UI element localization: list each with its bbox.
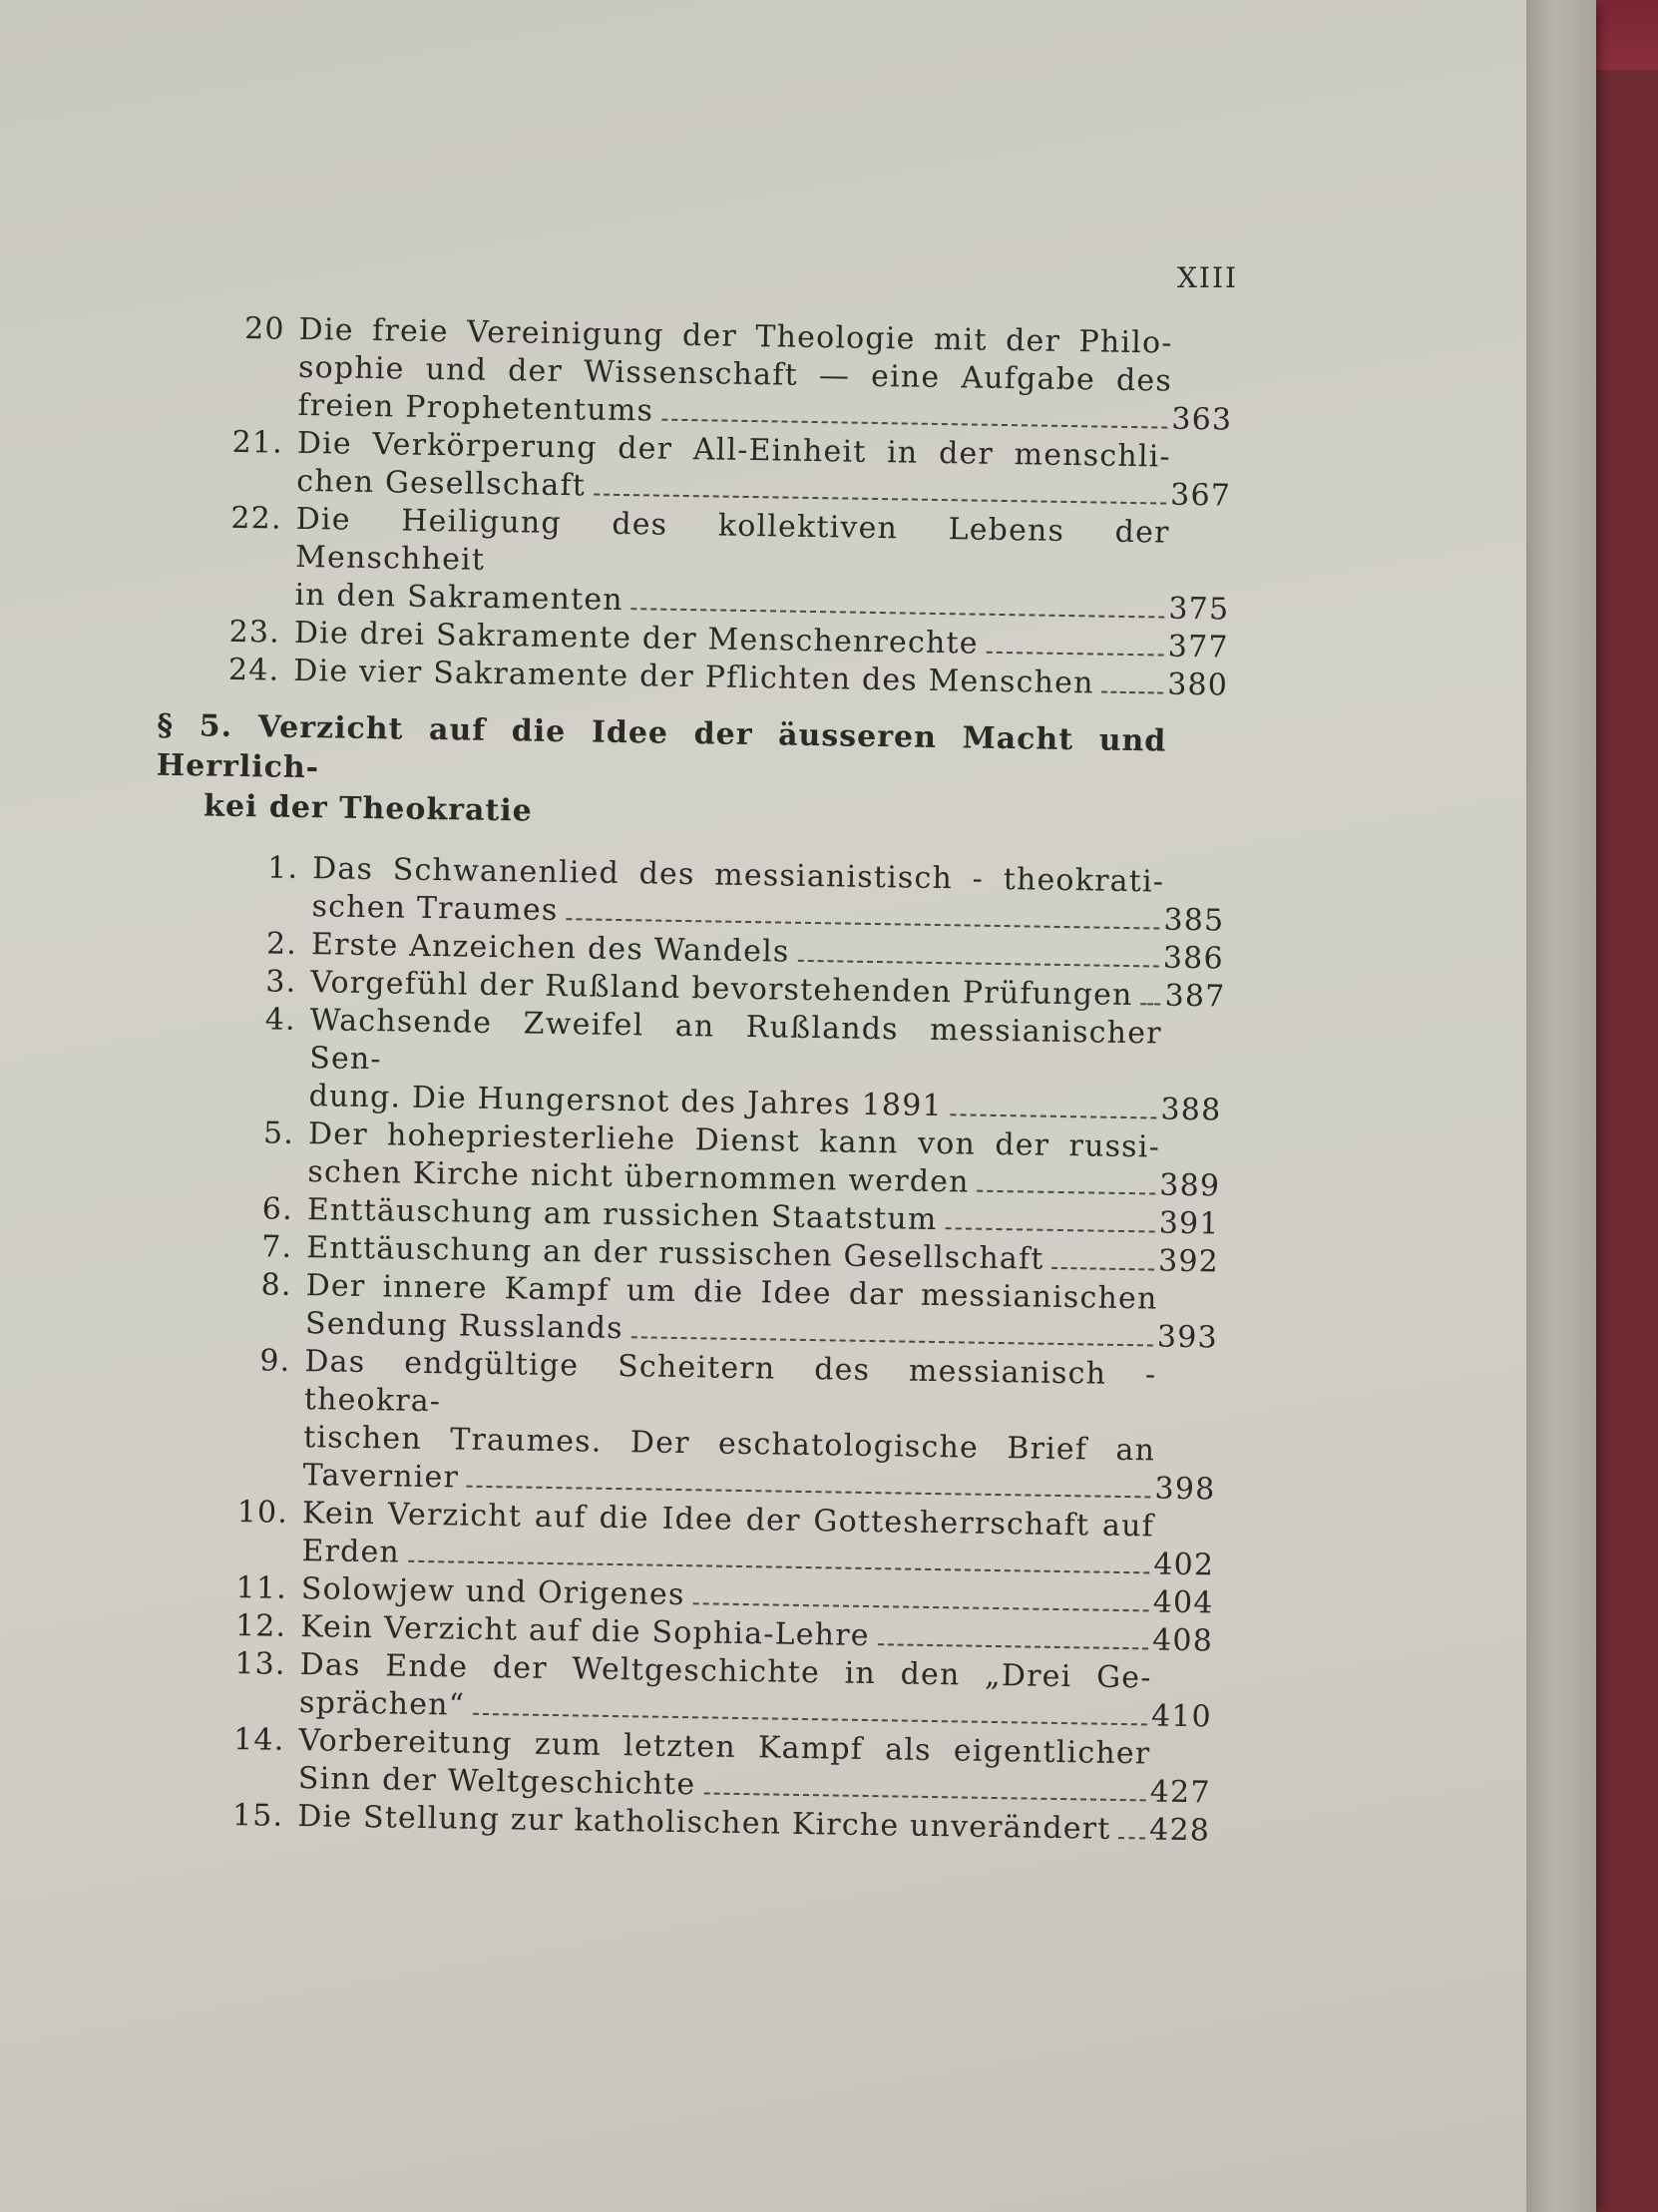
toc-entry-number: 20 — [243, 311, 285, 347]
toc-entry-number: 8. — [260, 1267, 292, 1303]
toc-entry-body — [294, 501, 1230, 630]
toc-entry-title-line: Kein Verzicht auf die Idee der Gottesherrschaft auf — [301, 1496, 1155, 1545]
toc-entry-title: Die vier Sakramente der Pflichten des Menschen — [293, 653, 1094, 701]
toc-entry-page: 387 — [1164, 978, 1226, 1015]
toc-entry-page: 375 — [1168, 591, 1230, 628]
toc-entry-number: 10. — [236, 1495, 289, 1531]
dotted-leader — [631, 608, 1165, 618]
dotted-leader — [566, 918, 1159, 929]
dotted-leader — [797, 960, 1158, 968]
toc-entry-title: Die drei Sakramente der Menschenrechte — [293, 615, 980, 662]
toc-entry-title-line: Der innere Kampf um die Idee dar messianischen — [305, 1268, 1158, 1317]
toc-entry-title: schen Traumes — [311, 889, 559, 929]
toc-entry — [167, 1000, 1222, 1129]
toc-entry-title-line: Das Ende der Weltgeschichte in den „Drei Ge- — [299, 1647, 1152, 1696]
toc-entry-title: Erden — [301, 1534, 401, 1570]
dotted-leader — [1051, 1267, 1154, 1271]
dotted-leader — [594, 494, 1166, 505]
toc-entry-title: Erste Anzeichen des Wandels — [310, 927, 790, 970]
toc-entry-title-line: Vorbereitung zum letzten Kampf als eigentlicher — [298, 1723, 1151, 1772]
toc-entry-page: 410 — [1150, 1698, 1213, 1735]
toc-entry-body — [296, 425, 1232, 516]
dotted-leader — [951, 1113, 1157, 1118]
toc-entry-title-line: Wachsende Zweifel an Rußlands messianischer Sen- — [308, 1003, 1162, 1078]
toc-entry-number: 2. — [265, 926, 298, 962]
dotted-leader — [1101, 691, 1163, 694]
dotted-leader — [703, 1792, 1145, 1801]
toc-entry-number: 4. — [264, 1002, 297, 1038]
dotted-leader — [1118, 1837, 1145, 1839]
dotted-leader — [661, 419, 1167, 429]
toc-entry-page: 377 — [1167, 629, 1229, 665]
toc-entry-page: 385 — [1163, 902, 1225, 939]
toc-entry-title-line: Die Verkörperung der All-Einheit in der menschli- — [296, 425, 1172, 475]
toc-entry-number: 1. — [266, 850, 299, 886]
toc-entry-title: freien Prophetentums — [297, 387, 654, 429]
toc-part-1 — [174, 309, 1233, 704]
section-heading-line-2: kei der Theokratie — [203, 788, 534, 829]
toc-entry-number: 7. — [260, 1229, 293, 1265]
toc-entry-body — [301, 1495, 1215, 1584]
toc-entry-number: 6. — [261, 1191, 294, 1227]
toc-entry-title: in den Sakramenten — [294, 577, 624, 619]
toc-entry-body — [307, 1115, 1221, 1205]
toc-entry-number: 3. — [265, 964, 297, 1000]
toc-entry-page: 392 — [1157, 1243, 1220, 1280]
toc-entry-number: 12. — [234, 1608, 287, 1644]
toc-entry-title: Vorgefühl der Rußland bevorstehenden Prüfungen — [310, 965, 1133, 1014]
page-number: XIII — [1177, 261, 1239, 294]
toc-entry-page: 363 — [1171, 401, 1233, 438]
toc-entry-title: Sinn der Weltgeschichte — [297, 1761, 696, 1803]
page-edge — [1526, 0, 1596, 2212]
toc-entry-title: Die Stellung zur katholischen Kirche unverändert — [297, 1799, 1111, 1847]
toc-entry-title: Enttäuschung an der russischen Gesellschaft — [305, 1230, 1044, 1277]
dotted-leader — [408, 1560, 1149, 1574]
toc-entry-number: 24. — [227, 652, 280, 688]
toc-entry-page: 380 — [1166, 666, 1229, 703]
toc-entry-number: 9. — [259, 1343, 291, 1379]
toc-entry-title: dung. Die Hungersnot des Jahres 1891 — [308, 1079, 944, 1124]
toc-entry-title-line: sophie und der Wissenschaft — eine Aufgabe des — [297, 349, 1173, 399]
dotted-leader — [977, 1190, 1155, 1195]
toc-entry-page: 428 — [1148, 1812, 1211, 1849]
toc-entry-title-line: Das endgültige Scheitern des messianisch - theokra- — [303, 1344, 1157, 1420]
toc-entry-page: 404 — [1152, 1584, 1214, 1621]
dotted-leader — [692, 1602, 1148, 1611]
section-heading-line-1: § 5. Verzicht auf die Idee der äusseren Macht und Herrlich- — [156, 707, 1167, 786]
dotted-leader — [473, 1713, 1147, 1726]
toc-entry-page: 388 — [1160, 1092, 1222, 1128]
toc-entry — [175, 499, 1230, 629]
toc-entry-page: 402 — [1153, 1547, 1215, 1583]
toc-entry-title-line: Der hohepriesterliehe Dienst kann von der russi- — [307, 1116, 1161, 1165]
dotted-leader — [631, 1336, 1153, 1346]
toc-entry-number: 21. — [231, 424, 284, 461]
toc-entry-title-line: tischen Traumes. Der eschatologische Brief an — [302, 1420, 1156, 1469]
toc-entry-number: 13. — [234, 1646, 286, 1682]
dotted-leader — [945, 1227, 1154, 1232]
toc-entry-title: sprächen“ — [298, 1685, 466, 1723]
toc-entry-body — [302, 1343, 1216, 1509]
toc-entry-body — [297, 1722, 1211, 1812]
toc-entry-title: schen Kirche nicht übernommen werden — [307, 1154, 970, 1200]
dotted-leader — [1140, 1003, 1160, 1005]
toc-entry-body — [304, 1267, 1219, 1357]
toc-part-2 — [156, 848, 1226, 1850]
dotted-leader — [878, 1643, 1148, 1649]
toc-entry-body — [297, 311, 1233, 440]
table-of-contents — [156, 309, 1233, 1850]
dotted-leader — [987, 652, 1164, 657]
toc-entry-number: 23. — [228, 614, 281, 651]
toc-entry-title-line: Die Heiligung des kollektiven Lebens der Menschheit — [294, 501, 1170, 578]
toc-entry-page: 367 — [1169, 477, 1232, 514]
toc-entry-page: 427 — [1149, 1774, 1211, 1811]
toc-entry-title: Enttäuschung am russichen Staatstum — [306, 1192, 938, 1238]
toc-entry-title: Solowjew und Origenes — [300, 1571, 685, 1613]
toc-entry-title-line: Das Schwanenlied des messianistisch - theokrati- — [311, 851, 1165, 900]
toc-entry-body — [311, 850, 1225, 940]
toc-entry-title: Tavernier — [302, 1458, 460, 1496]
toc-entry-number: 11. — [235, 1570, 288, 1606]
toc-entry-page: 408 — [1151, 1622, 1214, 1659]
section-heading — [156, 706, 1221, 843]
toc-entry-number: 14. — [232, 1722, 285, 1758]
toc-entry — [161, 1341, 1216, 1509]
toc-entry-body — [298, 1646, 1213, 1736]
dotted-leader — [467, 1486, 1151, 1499]
toc-entry-page: 393 — [1156, 1319, 1219, 1356]
toc-entry-title-line: Die freie Vereinigung der Theologie mit der Philo- — [298, 311, 1173, 361]
toc-entry-body — [308, 1002, 1222, 1129]
toc-entry-number: 5. — [262, 1115, 295, 1151]
toc-entry-title: Sendung Russlands — [304, 1306, 624, 1347]
toc-entry-title: Kein Verzicht auf die Sophia-Lehre — [299, 1609, 871, 1654]
toc-entry-number: 15. — [231, 1798, 284, 1834]
toc-entry-number: 22. — [230, 500, 282, 537]
toc-entry-page: 386 — [1162, 940, 1225, 977]
toc-entry-page: 391 — [1158, 1205, 1220, 1242]
toc-entry-page: 389 — [1159, 1167, 1221, 1204]
toc-entry — [178, 309, 1233, 439]
toc-entry-title: chen Gesellschaft — [296, 463, 587, 504]
toc-entry-page: 398 — [1154, 1471, 1216, 1508]
